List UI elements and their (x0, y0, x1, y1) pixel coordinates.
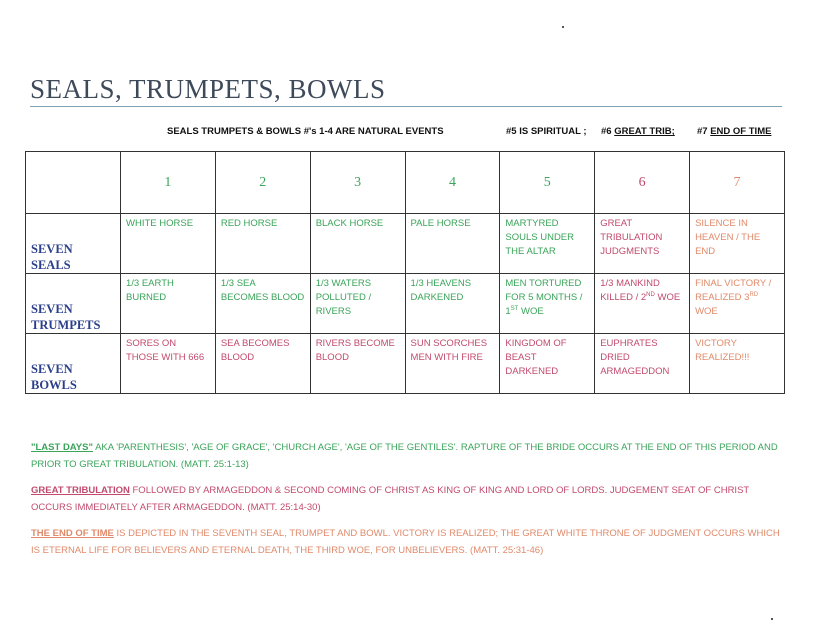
note-end-text: IS DEPICTED IN THE SEVENTH SEAL, TRUMPET AND BOWL. VICTORY IS REALIZED; THE GREAT WHITE THRONE OF JUDGMENT OCCURS WHICH IS ETERNAL LIFE FOR BELIEVERS AND ETERNAL DEATH, THE THIRD WOE, FOR UNBELIEVERS. (MATT. 25:31-46) (31, 528, 780, 556)
subtitle-spiritual: #5 IS SPIRITUAL ; (506, 126, 587, 137)
row-label-line1: SEVEN (31, 302, 73, 316)
note-last-days-lead: "LAST DAYS" (31, 442, 93, 453)
row-label-line1: SEVEN (31, 242, 73, 256)
ordinal-suffix: ND (646, 291, 655, 298)
table-header-row (26, 152, 785, 214)
subtitle-trib-prefix: #6 (601, 126, 612, 137)
table-cell (500, 274, 595, 334)
row-label-line1: SEVEN (31, 362, 73, 376)
judgments-table (25, 151, 785, 394)
col-header-2: 2 (215, 152, 310, 214)
col-header-3: 3 (310, 152, 405, 214)
table-cell: 1/3 WATERS POLLUTED / RIVERS (310, 274, 405, 334)
header-corner-cell (26, 152, 121, 214)
table-row-seals (26, 214, 785, 274)
note-last-days-text: AKA 'PARENTHESIS', 'AGE OF GRACE', 'CHURCH AGE', 'AGE OF THE GENTILES'. RAPTURE OF THE BRIDE OCCURS AT THE END OF THIS PERIOD AND PRIOR TO GREAT TRIBULATION. (MATT. 25:1-13) (31, 442, 778, 470)
table-row-bowls (26, 334, 785, 394)
note-great-trib-lead: GREAT TRIBULATION (31, 485, 130, 496)
row-label-line2: SEALS (31, 258, 71, 272)
table-cell (690, 274, 785, 334)
title-divider (30, 106, 782, 107)
table-cell: GREAT TRIBULATION JUDGMENTS (595, 214, 690, 274)
col-header-1: 1 (121, 152, 216, 214)
col-header-5: 5 (500, 152, 595, 214)
note-great-trib-text: FOLLOWED BY ARMAGEDDON & SECOND COMING OF CHRIST AS KING OF KING AND LORD OF LORDS. JUDGEMENT SEAT OF CHRIST OCCURS IMMEDIATELY AFTER ARMAGEDDON. (MATT. 25:14-30) (31, 485, 750, 513)
cell-tail: WOE (654, 292, 681, 303)
note-great-tribulation (31, 482, 781, 516)
ordinal-suffix: RD (749, 291, 759, 298)
subtitle-natural: SEALS TRUMPETS & BOWLS #'s 1-4 ARE NATURAL EVENTS (167, 126, 444, 137)
subtitle-great-trib (601, 126, 675, 137)
table-cell: SEA BECOMES BLOOD (215, 334, 310, 394)
table-cell: RIVERS BECOME BLOOD (310, 334, 405, 394)
subtitle-trib-label: GREAT TRIB; (614, 126, 675, 137)
row-label-line2: TRUMPETS (31, 318, 101, 332)
subtitle-end-prefix: #7 (697, 126, 708, 137)
row-label-trumpets (26, 274, 121, 334)
table-cell: WHITE HORSE (121, 214, 216, 274)
ordinal-suffix: ST (510, 305, 519, 312)
scan-speck (771, 618, 773, 620)
scan-speck (562, 26, 564, 28)
table-cell: PALE HORSE (405, 214, 500, 274)
table-cell: SUN SCORCHES MEN WITH FIRE (405, 334, 500, 394)
table-cell: MARTYRED SOULS UNDER THE ALTAR (500, 214, 595, 274)
note-end-lead: THE END OF TIME (31, 528, 114, 539)
table-row-trumpets (26, 274, 785, 334)
cell-text: 1/3 MANKIND KILLED / 2 (600, 278, 660, 303)
note-last-days (31, 439, 781, 473)
table-cell: 1/3 EARTH BURNED (121, 274, 216, 334)
table-cell: BLACK HORSE (310, 214, 405, 274)
table-cell: 1/3 SEA BECOMES BLOOD (215, 274, 310, 334)
row-label-bowls (26, 334, 121, 394)
table-cell: 1/3 HEAVENS DARKENED (405, 274, 500, 334)
cell-tail: WOE (518, 306, 544, 317)
table-cell (595, 274, 690, 334)
page-title: SEALS, TRUMPETS, BOWLS (30, 74, 386, 104)
table-cell: EUPHRATES DRIED ARMAGEDDON (595, 334, 690, 394)
col-header-6: 6 (595, 152, 690, 214)
subtitle-end-label: END OF TIME (710, 126, 772, 137)
table-cell: RED HORSE (215, 214, 310, 274)
cell-text: MEN TORTURED FOR 5 MONTHS / 1 (505, 278, 583, 317)
note-end-of-time (31, 525, 781, 559)
table-cell: VICTORY REALIZED!!! (690, 334, 785, 394)
subtitle-end-of-time (697, 126, 771, 137)
table-cell: SILENCE IN HEAVEN / THE END (690, 214, 785, 274)
row-label-seals (26, 214, 121, 274)
cell-text: FINAL VICTORY / REALIZED 3 (695, 278, 772, 303)
table-cell: SORES ON THOSE WITH 666 (121, 334, 216, 394)
row-label-line2: BOWLS (31, 378, 77, 392)
cell-tail: WOE (695, 306, 718, 317)
table-cell: KINGDOM OF BEAST DARKENED (500, 334, 595, 394)
col-header-7: 7 (690, 152, 785, 214)
col-header-4: 4 (405, 152, 500, 214)
